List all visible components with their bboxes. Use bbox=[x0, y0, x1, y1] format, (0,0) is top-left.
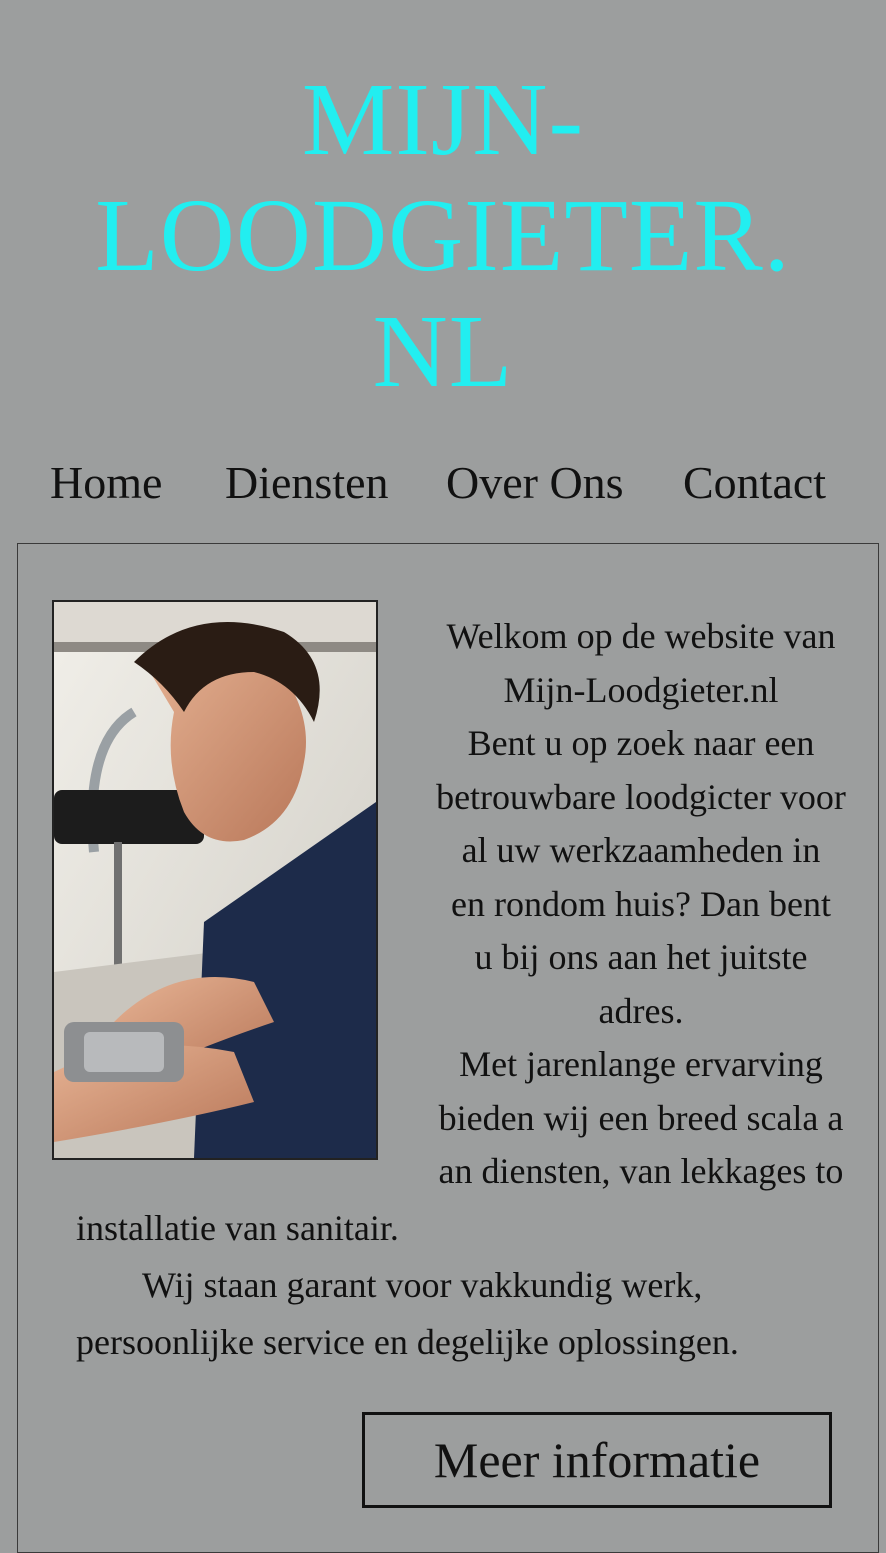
site-title-line-2: LOODGIETER. bbox=[95, 178, 791, 293]
site-title-line-1: MIJN- bbox=[301, 62, 585, 177]
intro-line: Mijn-Loodgieter.nl bbox=[503, 669, 779, 710]
intro-line: an diensten, van lekkages to bbox=[438, 1151, 844, 1191]
continuation-line: installatie van sanitair. bbox=[76, 1208, 399, 1248]
intro-line: betrouwbare loodgicter voor bbox=[436, 776, 846, 817]
intro-line: al uw werkzaamheden in bbox=[461, 830, 821, 870]
intro-text bbox=[416, 610, 866, 1199]
nav-item-contact[interactable]: Contact bbox=[683, 457, 827, 508]
intro-continuation bbox=[76, 1200, 866, 1371]
content-box bbox=[17, 543, 879, 1553]
intro-line: adres. bbox=[598, 990, 684, 1031]
intro-line: Met jarenlange ervarving bbox=[459, 1044, 823, 1084]
intro-line: bieden wij een breed scala a bbox=[438, 1097, 844, 1138]
guarantee-line-1: Wij staan garant voor vakkundig werk, bbox=[142, 1265, 703, 1305]
site-title bbox=[0, 62, 886, 410]
nav-item-diensten[interactable]: Diensten bbox=[225, 457, 389, 508]
intro-line: u bij ons aan het juitste bbox=[474, 937, 808, 977]
plumber-photo bbox=[52, 600, 378, 1160]
guarantee-line-2: persoonlijke service en degelijke oplossingen. bbox=[76, 1322, 739, 1362]
site-title-line-3: NL bbox=[372, 294, 514, 409]
intro-line: en rondom huis? Dan bent bbox=[451, 883, 831, 924]
intro-line: Bent u op zoek naar een bbox=[467, 723, 815, 763]
nav-item-over-ons[interactable]: Over Ons bbox=[446, 457, 624, 508]
main-nav bbox=[0, 456, 886, 516]
nav-item-home[interactable]: Home bbox=[50, 457, 163, 508]
intro-line: Welkom op de website van bbox=[446, 616, 836, 656]
more-info-button[interactable]: Meer informatie bbox=[362, 1412, 832, 1508]
